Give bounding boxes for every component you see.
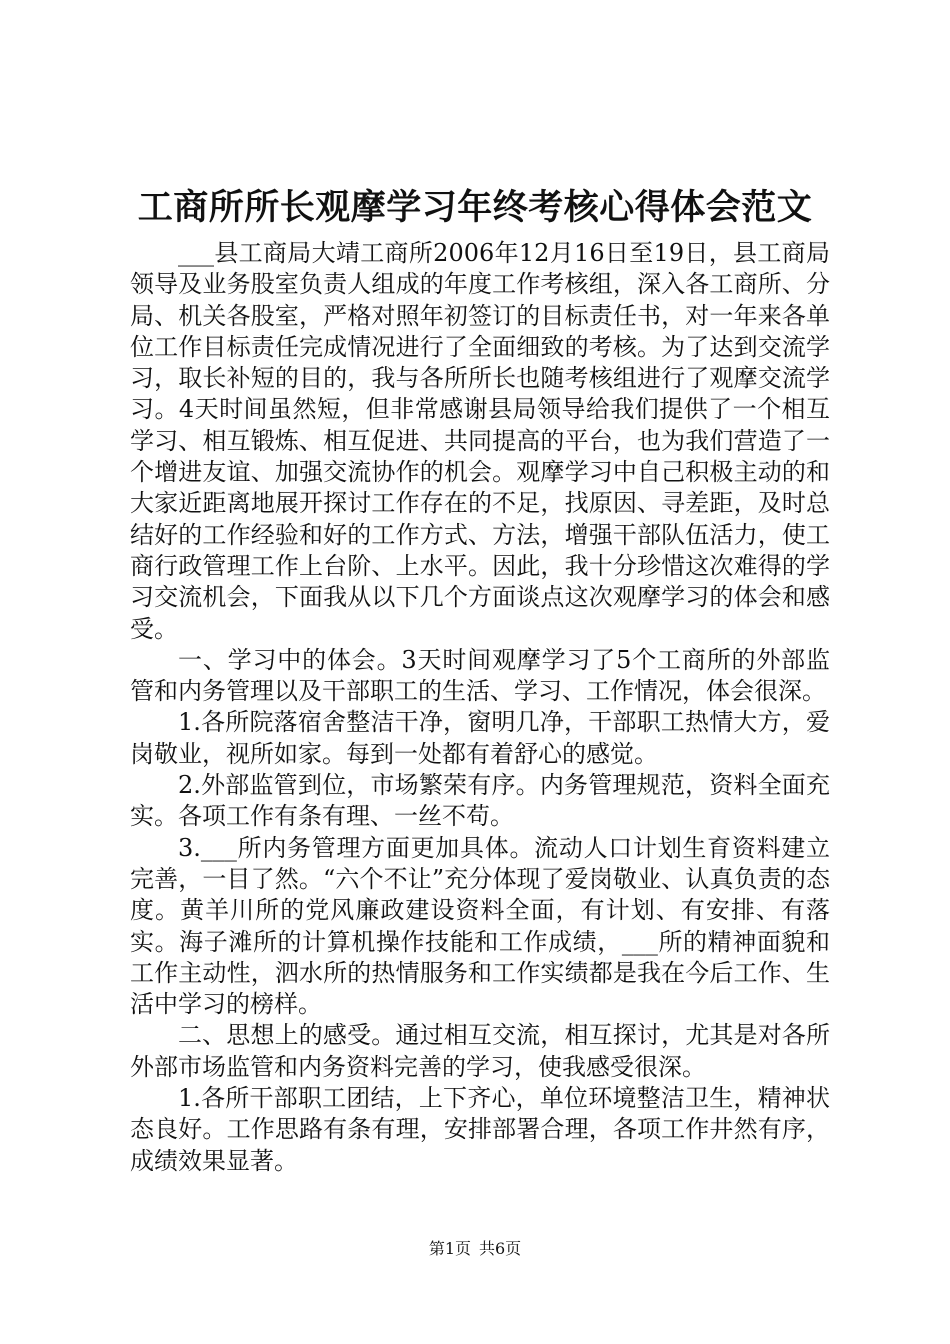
document-body	[130, 238, 830, 1177]
page-number: 第1页	[428, 1239, 471, 1258]
paragraph: 1.各所院落宿舍整洁干净，窗明几净，干部职工热情大方，爱岗敬业，视所如家。每到一处都有着舒心的感觉。	[130, 708, 830, 768]
document-title: 工商所所长观摩学习年终考核心得体会范文	[137, 187, 813, 228]
page-footer	[0, 1238, 950, 1260]
paragraph: 1.各所干部职工团结，上下齐心，单位环境整洁卫生，精神状态良好。工作思路有条有理，安排部署合理，各项工作井然有序，成绩效果显著。	[130, 1084, 830, 1175]
page-total: 共6页	[479, 1239, 522, 1258]
paragraph: 2.外部监管到位，市场繁荣有序。内务管理规范，资料全面充实。各项工作有条有理、一丝不苟。	[130, 771, 830, 831]
paragraph: 3.___所内务管理方面更加具体。流动人口计划生育资料建立完善，一目了然。“六个不让”充分体现了爱岗敬业、认真负责的态度。黄羊川所的党风廉政建设资料全面，有计划、有安排、有落实。海子滩所的计算机操作技能和工作成绩，___所的精神面貌和工作主动性，泗水所的热情服务和工作实绩都是我在今后工作、生活中学习的榜样。	[130, 833, 830, 1019]
paragraph: 一、学习中的体会。3天时间观摩学习了5个工商所的外部监管和内务管理以及干部职工的生活、学习、工作情况，体会很深。	[130, 645, 830, 706]
paragraph: ___县工商局大靖工商所2006年12月16日至19日，县工商局领导及业务股室负责人组成的年度工作考核组，深入各工商所、分局、机关各股室，严格对照年初签订的目标责任书，对一年来各单位工作目标责任完成情况进行了全面细致的考核。为了达到交流学习，取长补短的目的，我与各所所长也随考核组进行了观摩交流学习。4天时间虽然短，但非常感谢县局领导给我们提供了一个相互学习、相互锻炼、相互促进、共同提高的平台，也为我们营造了一个增进友谊、加强交流协作的机会。观摩学习中自己积极主动的和大家近距离地展开探讨工作存在的不足，找原因、寻差距，及时总结好的工作经验和好的工作方式、方法，增强干部队伍活力，使工商行政管理工作上台阶、上水平。因此，我十分珍惜这次难得的学习交流机会，下面我从以下几个方面谈点这次观摩学习的体会和感受。	[130, 239, 830, 643]
paragraph: 二、思想上的感受。通过相互交流，相互探讨，尤其是对各所外部市场监管和内务资料完善的学习，使我感受很深。	[130, 1021, 830, 1081]
